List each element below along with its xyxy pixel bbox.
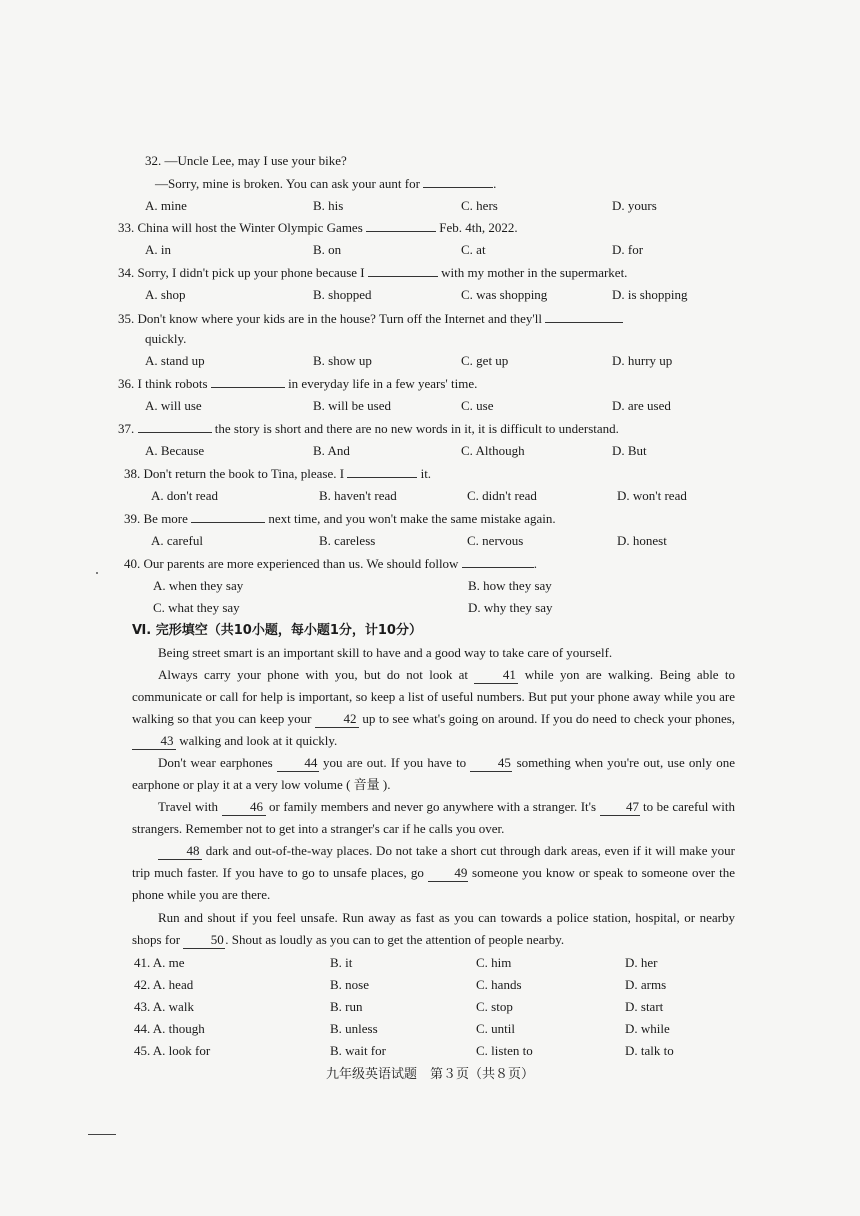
question-32-line1: 32. —Uncle Lee, may I use your bike? <box>145 153 347 168</box>
option-d: D. honest <box>617 533 667 548</box>
passage-paragraph-6: Run and shout if you feel unsafe. Run away as fast as you can towards a police station, hospital, or nearby shops for 50 . Shout as loudly as you can to get the attention of people nearby. <box>132 910 735 947</box>
option-d: D. why they say <box>468 600 553 615</box>
option-c: C. hers <box>461 198 498 213</box>
question-40: 40. Our parents are more experienced than us. We should follow . <box>124 553 724 575</box>
option-c: C. until <box>476 1021 516 1036</box>
option-d: D. while <box>625 1021 670 1036</box>
question-37: 37. the story is short and there are no new words in it, it is difficult to understand. <box>118 418 718 440</box>
answer-blank <box>423 173 493 188</box>
option-c: C. hands <box>476 977 522 992</box>
option-a: A. careful <box>151 533 203 548</box>
option-c: C. Although <box>461 443 525 458</box>
answer-blank <box>366 217 436 232</box>
option-c: C. was shopping <box>461 287 548 302</box>
question-32-options <box>145 195 745 217</box>
option-a: A. Because <box>145 443 205 458</box>
cloze-blank-43: 43 <box>132 733 176 750</box>
cloze-blank-44: 44 <box>277 755 319 772</box>
cloze-blank-41: 41 <box>474 667 518 684</box>
cloze-blank-46: 46 <box>222 799 266 816</box>
option-d: D. for <box>612 242 644 257</box>
question-38-options <box>145 485 745 507</box>
option-c: C. nervous <box>467 533 524 548</box>
passage-paragraph-1: Being street smart is an important skill to have and a good way to take care of yourself. <box>158 645 613 660</box>
option-a: 45. A. look for <box>134 1043 211 1058</box>
option-d: D. But <box>612 443 647 458</box>
option-c: C. him <box>476 955 512 970</box>
cloze-blank-45: 45 <box>470 755 512 772</box>
option-a: A. in <box>145 242 171 257</box>
answer-blank <box>211 373 285 388</box>
scan-mark <box>88 1134 116 1135</box>
question-33-options <box>145 239 745 261</box>
option-b: B. And <box>313 443 350 458</box>
cloze-blank-49: 49 <box>428 865 468 882</box>
option-a: A. when they say <box>153 578 244 593</box>
cloze-options-43 <box>134 996 734 1018</box>
passage-paragraph-3: Don't wear earphones 44 you are out. If you have to 45 something when you're out, use only one earphone or play it at a very low volume ( 音量 ). <box>132 755 735 792</box>
option-d: D. hurry up <box>612 353 673 368</box>
option-b: B. his <box>313 198 344 213</box>
question-36-options <box>145 395 745 417</box>
cloze-options-45 <box>134 1040 734 1062</box>
option-b: B. nose <box>330 977 369 992</box>
option-a: A. mine <box>145 198 187 213</box>
question-35: 35. Don't know where your kids are in the house? Turn off the Internet and they'll <box>118 308 718 330</box>
cloze-options-42 <box>134 974 734 996</box>
cloze-blank-50: 50 <box>183 932 225 949</box>
option-c: C. what they say <box>153 600 240 615</box>
question-34-options <box>145 284 745 306</box>
option-a: 41. A. me <box>134 955 185 970</box>
option-c: C. get up <box>461 353 509 368</box>
option-d: D. arms <box>625 977 667 992</box>
question-35-options <box>145 350 745 372</box>
question-39: 39. Be more next time, and you won't make the same mistake again. <box>124 508 724 530</box>
passage-paragraph-2: Always carry your phone with you, but do not look at 41 while yon are walking. Being able to communicate or call for help is important, so keep a list of useful numbers. But put your phone away while you are walking so that you can keep your 42 up to see what's going on around. If you do need to check your phones, 43 walking and look at it quickly. <box>132 667 736 748</box>
passage-paragraph-5: 48 dark and out-of-the-way places. Do not take a short cut through dark areas, even if it will make your trip much faster. If you have to go to unsafe places, go 49 someone you know or speak to someone over the phone while you are there. <box>132 843 736 902</box>
option-d: D. yours <box>612 198 657 213</box>
option-d: D. start <box>625 999 664 1014</box>
cloze-blank-47: 47 <box>600 799 640 816</box>
option-c: C. stop <box>476 999 513 1014</box>
option-c: C. didn't read <box>467 488 537 503</box>
question-35-line2: quickly. <box>145 331 187 346</box>
option-d: D. is shopping <box>612 287 688 302</box>
cloze-options-41 <box>134 952 734 974</box>
option-b: B. haven't read <box>319 488 397 503</box>
section-title: Ⅵ. 完形填空（共10小题，每小题1分，计10分） <box>132 623 422 638</box>
option-a: 44. A. though <box>134 1021 205 1036</box>
answer-blank <box>138 418 212 433</box>
passage-paragraph-4: Travel with 46 or family members and never go anywhere with a stranger. It's 47 to be careful with strangers. Remember not to get into a stranger's car if he calls you over. <box>132 799 736 836</box>
answer-blank <box>347 463 417 478</box>
option-b: B. run <box>330 999 363 1014</box>
scan-speck <box>96 572 98 574</box>
question-40-options-row1 <box>145 575 745 597</box>
option-a: A. shop <box>145 287 186 302</box>
option-a: 42. A. head <box>134 977 194 992</box>
question-39-options <box>145 530 745 552</box>
option-c: C. at <box>461 242 486 257</box>
question-34: 34. Sorry, I didn't pick up your phone because I with my mother in the supermarket. <box>118 262 718 284</box>
option-a: A. don't read <box>151 488 218 503</box>
page-footer: 九年级英语试题 第３页（共８页） <box>325 1067 534 1082</box>
option-b: B. careless <box>319 533 376 548</box>
question-37-options <box>145 440 745 462</box>
cloze-options-44 <box>134 1018 734 1040</box>
option-d: D. are used <box>612 398 671 413</box>
option-b: B. how they say <box>468 578 552 593</box>
option-b: B. show up <box>313 353 372 368</box>
answer-blank <box>545 308 623 323</box>
question-36: 36. I think robots in everyday life in a few years' time. <box>118 373 718 395</box>
cloze-blank-42: 42 <box>315 711 359 728</box>
option-b: B. on <box>313 242 342 257</box>
option-c: C. use <box>461 398 494 413</box>
option-b: B. unless <box>330 1021 378 1036</box>
option-b: B. will be used <box>313 398 391 413</box>
option-b: B. it <box>330 955 353 970</box>
answer-blank <box>368 262 438 277</box>
option-d: D. her <box>625 955 658 970</box>
option-c: C. listen to <box>476 1043 533 1058</box>
question-32-line2: —Sorry, mine is broken. You can ask your aunt for . <box>155 173 755 195</box>
question-33: 33. China will host the Winter Olympic Games Feb. 4th, 2022. <box>118 217 718 239</box>
option-a: 43. A. walk <box>134 999 194 1014</box>
question-40-options-row2 <box>145 597 745 619</box>
option-d: D. talk to <box>625 1043 674 1058</box>
answer-blank <box>191 508 265 523</box>
answer-blank <box>462 553 534 568</box>
option-a: A. will use <box>145 398 202 413</box>
question-38: 38. Don't return the book to Tina, please. I it. <box>124 463 724 485</box>
cloze-blank-48: 48 <box>158 843 202 860</box>
option-a: A. stand up <box>145 353 205 368</box>
option-b: B. shopped <box>313 287 372 302</box>
option-b: B. wait for <box>330 1043 386 1058</box>
option-d: D. won't read <box>617 488 687 503</box>
